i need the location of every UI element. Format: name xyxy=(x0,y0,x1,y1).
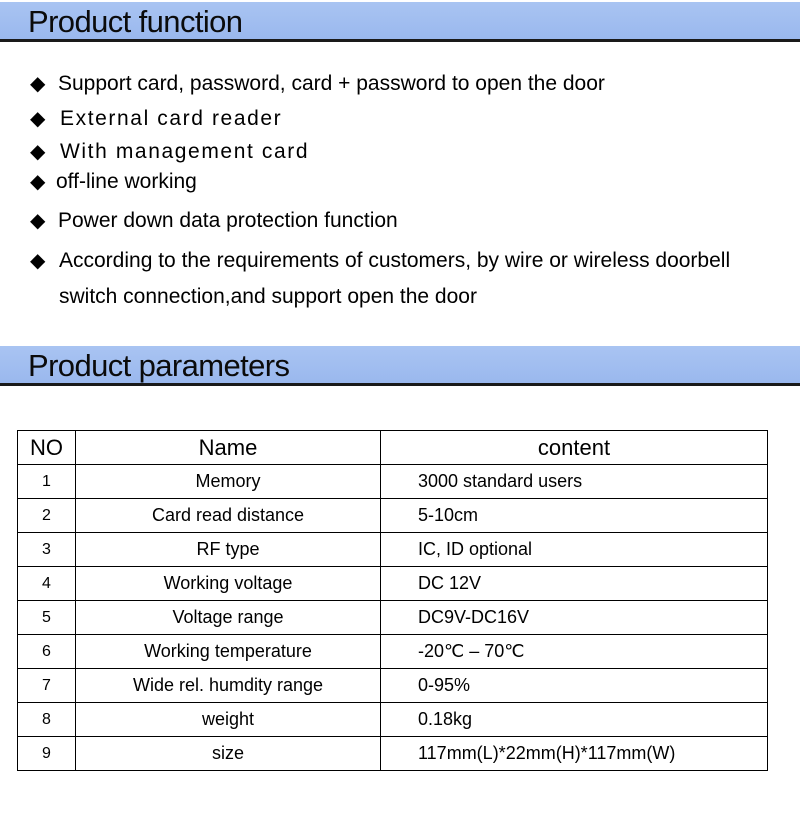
row-content: DC9V-DC16V xyxy=(381,601,768,635)
parameters-table xyxy=(17,430,768,771)
column-header-name: Name xyxy=(76,431,381,465)
row-content: 5-10cm xyxy=(381,499,768,533)
row-name: Working temperature xyxy=(76,635,381,669)
row-content: -20℃ – 70℃ xyxy=(381,635,768,669)
row-number: 1 xyxy=(18,465,76,499)
diamond-bullet-icon: ◆ xyxy=(30,250,46,272)
row-number: 4 xyxy=(18,567,76,601)
row-number: 7 xyxy=(18,669,76,703)
row-name: Memory xyxy=(76,465,381,499)
table-header-row xyxy=(18,431,768,465)
row-name: size xyxy=(76,737,381,771)
row-content: 0-95% xyxy=(381,669,768,703)
row-number: 5 xyxy=(18,601,76,635)
product-function-title: Product function xyxy=(28,4,243,39)
product-function-banner xyxy=(0,2,800,42)
row-number: 6 xyxy=(18,635,76,669)
row-content: IC, ID optional xyxy=(381,533,768,567)
row-content: 0.18kg xyxy=(381,703,768,737)
table-row xyxy=(18,737,768,771)
row-content: DC 12V xyxy=(381,567,768,601)
row-number: 2 xyxy=(18,499,76,533)
feature-text: According to the requirements of customers, by wire or wireless doorbell switch connection,and support open the door xyxy=(59,249,731,308)
diamond-bullet-icon: ◆ xyxy=(30,171,46,193)
feature-text: Support card, password, card + password to open the door xyxy=(58,72,605,95)
row-name: Working voltage xyxy=(76,567,381,601)
table-row xyxy=(18,465,768,499)
table-row xyxy=(18,601,768,635)
row-name: RF type xyxy=(76,533,381,567)
diamond-bullet-icon: ◆ xyxy=(30,73,46,95)
row-number: 3 xyxy=(18,533,76,567)
table-row xyxy=(18,499,768,533)
column-header-content: content xyxy=(381,431,768,465)
row-number: 9 xyxy=(18,737,76,771)
feature-text: External card reader xyxy=(60,107,283,130)
column-header-no: NO xyxy=(18,431,76,465)
table-row xyxy=(18,533,768,567)
table-row xyxy=(18,567,768,601)
row-content: 3000 standard users xyxy=(381,465,768,499)
table-row xyxy=(18,703,768,737)
row-name: Wide rel. humdity range xyxy=(76,669,381,703)
diamond-bullet-icon: ◆ xyxy=(30,210,46,232)
diamond-bullet-icon: ◆ xyxy=(30,141,46,163)
row-name: Card read distance xyxy=(76,499,381,533)
product-parameters-title: Product parameters xyxy=(28,348,290,383)
table-row xyxy=(18,635,768,669)
row-name: weight xyxy=(76,703,381,737)
feature-text: off-line working xyxy=(56,170,197,193)
feature-text: Power down data protection function xyxy=(58,209,398,232)
product-parameters-banner xyxy=(0,346,800,386)
table-row xyxy=(18,669,768,703)
row-content: 117mm(L)*22mm(H)*117mm(W) xyxy=(381,737,768,771)
feature-text: With management card xyxy=(60,140,310,163)
row-number: 8 xyxy=(18,703,76,737)
row-name: Voltage range xyxy=(76,601,381,635)
diamond-bullet-icon: ◆ xyxy=(30,108,46,130)
